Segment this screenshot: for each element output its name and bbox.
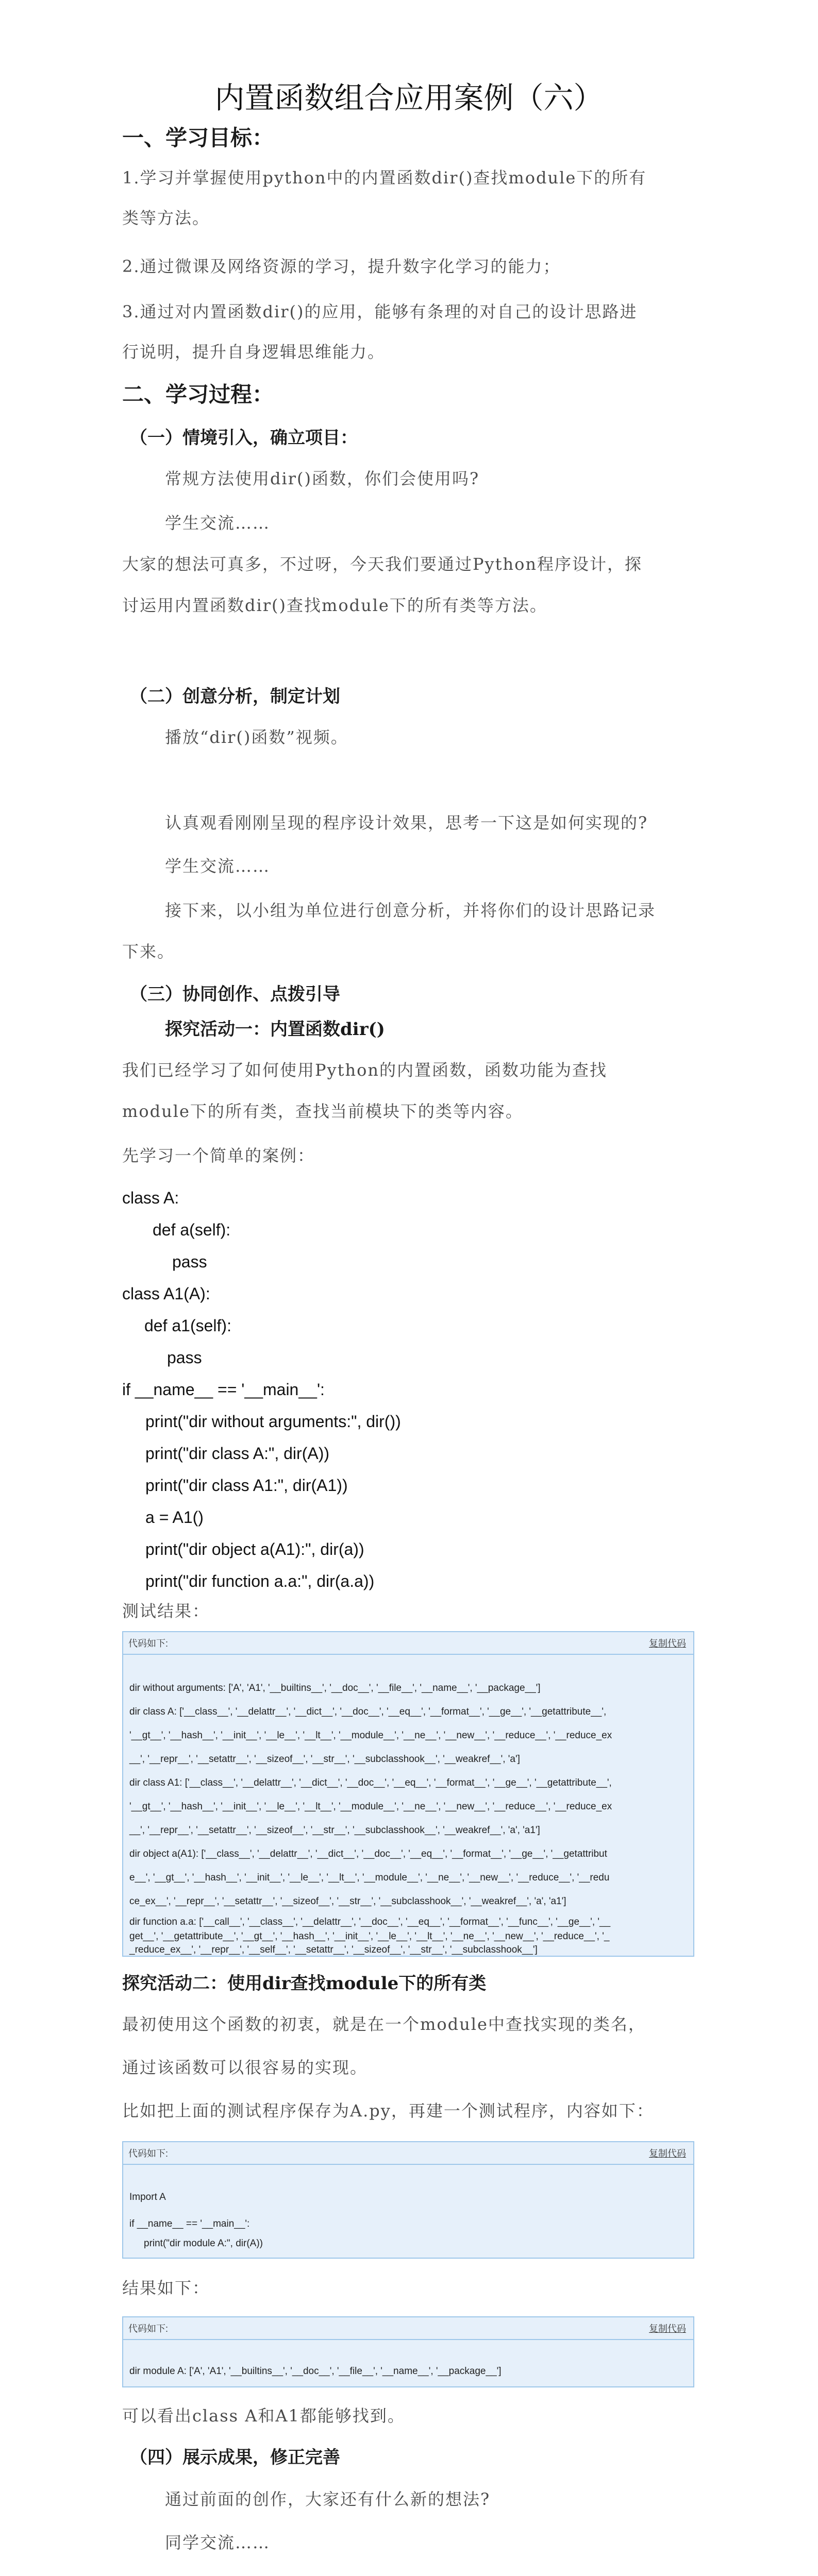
goal-1-line-1: 1.学习并掌握使用python中的内置函数dir()查找module下的所有: [122, 168, 647, 188]
code-line: class A1(A):: [122, 1284, 210, 1303]
result-line: dir function a.a: ['__call__', '__class__', '__delattr__', '__doc__', '__eq__', '__format__', '__func__', '__ge__', '__: [129, 1917, 611, 1927]
code-line: print("dir class A:", dir(A)): [145, 1444, 329, 1463]
result-line: ce_ex__', '__repr__', '__setattr__', '__sizeof__', '__str__', '__subclasshook__', '__weakref__', 'a', 'a1']: [129, 1896, 566, 1907]
code-box-result-2: [122, 2316, 694, 2387]
part-2-line-1: 播放“dir()函数”视频。: [165, 727, 348, 747]
result-label: 测试结果：: [122, 1601, 210, 1621]
part-2-line-4: 接下来，以小组为单位进行创意分析，并将你们的设计思路记录: [165, 901, 656, 920]
result-line: dir module A: ['A', 'A1', '__builtins__', '__doc__', '__file__', '__name__', '__package__']: [129, 2366, 502, 2377]
section-heading-process: 二、学习过程：: [122, 382, 274, 407]
goal-3-line-2: 行说明，提升自身逻辑思维能力。: [122, 342, 386, 362]
result-line: __', '__repr__', '__setattr__', '__sizeof__', '__str__', '__subclasshook__', '__weakref__', 'a']: [129, 1754, 520, 1765]
code-line: pass: [172, 1252, 207, 1271]
result-line: '__gt__', '__hash__', '__init__', '__le__', '__lt__', '__module__', '__ne__', '__new__', '__reduce__', '__reduce_ex: [129, 1730, 612, 1741]
code-line: print("dir class A1:", dir(A1)): [145, 1476, 348, 1495]
result-line: get__', '__getattribute__', '__gt__', '__hash__', '__init__', '__le__', '__lt__', '__ne__', '__new__', '__reduce__', '_: [129, 1931, 610, 1942]
part-2-line-3: 学生交流……: [165, 856, 271, 876]
goal-3-line-1: 3.通过对内置函数dir()的应用，能够有条理的对自己的设计思路进: [122, 302, 638, 321]
code-box-result-1: [122, 1631, 694, 1957]
code-box-header: [123, 2142, 693, 2165]
result-line: '__gt__', '__hash__', '__init__', '__le__', '__lt__', '__module__', '__ne__', '__new__', '__reduce__', '__reduce_ex: [129, 1801, 612, 1812]
activity-1-line-2: module下的所有类，查找当前模块下的类等内容。: [122, 1101, 523, 1121]
code-line: def a1(self):: [144, 1316, 231, 1335]
part-2-line-2: 认真观看刚刚呈现的程序设计效果，思考一下这是如何实现的?: [165, 813, 648, 833]
code-line: class A:: [122, 1189, 179, 1207]
activity-2-line-1: 最初使用这个函数的初衷，就是在一个module中查找实现的类名，: [122, 2014, 646, 2034]
copy-code-link[interactable]: 复制代码: [649, 1638, 686, 1649]
part-1-line-2: 学生交流……: [165, 513, 271, 533]
code-box-header: [123, 1632, 693, 1655]
result-line: dir without arguments: ['A', 'A1', '__builtins__', '__doc__', '__file__', '__name__', '__package__']: [129, 1683, 541, 1693]
activity-1-line-3: 先学习一个简单的案例：: [122, 1146, 315, 1165]
page-title: 内置函数组合应用案例（六）: [214, 80, 604, 115]
code-box-sample-2: [122, 2141, 694, 2259]
part-4-line-1: 通过前面的创作，大家还有什么新的想法?: [165, 2489, 491, 2509]
code-box-header: [123, 2317, 693, 2340]
code-line: if __name__ == '__main__':: [122, 1380, 325, 1399]
activity-2-line-2: 通过该函数可以很容易的实现。: [122, 2058, 368, 2077]
goal-2: 2.通过微课及网络资源的学习，提升数字化学习的能力；: [122, 257, 561, 276]
part-1-line-1: 常规方法使用dir()函数，你们会使用吗?: [165, 469, 480, 488]
code-box-label: 代码如下:: [128, 1638, 169, 1649]
copy-code-link[interactable]: 复制代码: [649, 2324, 686, 2334]
copy-code-link[interactable]: 复制代码: [649, 2148, 686, 2159]
activity-1-heading: 探究活动一：内置函数dir(): [165, 1019, 385, 1040]
result-line: dir object a(A1): ['__class__', '__delattr__', '__dict__', '__doc__', '__eq__', '__format__', '__ge__', '__getattribut: [129, 1849, 607, 1859]
part-1-heading: （一）情境引入，确立项目：: [130, 428, 358, 448]
part-3-heading: （三）协同创作、点拨引导: [130, 984, 340, 1005]
activity-1-line-1: 我们已经学习了如何使用Python的内置函数，函数功能为查找: [122, 1060, 607, 1080]
code-line: pass: [167, 1348, 202, 1367]
part-2-heading: （二）创意分析，制定计划: [130, 686, 340, 707]
result-line: __', '__repr__', '__setattr__', '__sizeof__', '__str__', '__subclasshook__', '__weakref__', 'a', 'a1']: [129, 1825, 540, 1836]
code-line: a = A1(): [145, 1508, 204, 1527]
section-heading-goals: 一、学习目标：: [122, 125, 274, 150]
activity-2-line-3: 比如把上面的测试程序保存为A.py，再建一个测试程序，内容如下：: [122, 2101, 654, 2121]
code-line: print("dir without arguments:", dir()): [145, 1412, 401, 1431]
result-2-label: 结果如下：: [122, 2278, 210, 2298]
code-line: def a(self):: [153, 1221, 231, 1239]
part-1-line-3: 大家的想法可真多，不过呀，今天我们要通过Python程序设计，探: [122, 554, 642, 574]
activity-2-conclusion: 可以看出class A和A1都能够找到。: [122, 2406, 405, 2426]
result-line: e__', '__gt__', '__hash__', '__init__', '__le__', '__lt__', '__module__', '__ne__', '__new__', '__reduce__', '__redu: [129, 1872, 610, 1883]
goal-1-line-2: 类等方法。: [122, 208, 210, 228]
part-4-line-3: [165, 2573, 375, 2576]
code-line: if __name__ == '__main__':: [129, 2218, 250, 2229]
code-line: print("dir function a.a:", dir(a.a)): [145, 1572, 375, 1590]
code-line: Import A: [129, 2192, 166, 2202]
code-box-label: 代码如下:: [128, 2148, 169, 2159]
result-line: dir class A1: ['__class__', '__delattr__', '__dict__', '__doc__', '__eq__', '__format__', '__ge__', '__getattribute__',: [129, 1777, 612, 1788]
result-line: _reduce_ex__', '__repr__', '__self__', '__setattr__', '__sizeof__', '__str__', '__subclasshook__']: [129, 1944, 538, 1955]
part-4-line-2: 同学交流……: [165, 2533, 271, 2552]
code-line: print("dir object a(A1):", dir(a)): [145, 1540, 364, 1558]
part-4-heading: （四）展示成果，修正完善: [130, 2447, 340, 2468]
activity-2-heading: 探究活动二：使用dir查找module下的所有类: [122, 1973, 487, 1994]
code-box-label: 代码如下:: [128, 2324, 169, 2334]
part-1-line-4: 讨运用内置函数dir()查找module下的所有类等方法。: [122, 596, 547, 615]
code-line: print("dir module A:", dir(A)): [144, 2238, 263, 2249]
result-line: dir class A: ['__class__', '__delattr__', '__dict__', '__doc__', '__eq__', '__format__', '__ge__', '__getattribute__',: [129, 1706, 607, 1717]
part-2-line-5: 下来。: [122, 942, 175, 961]
